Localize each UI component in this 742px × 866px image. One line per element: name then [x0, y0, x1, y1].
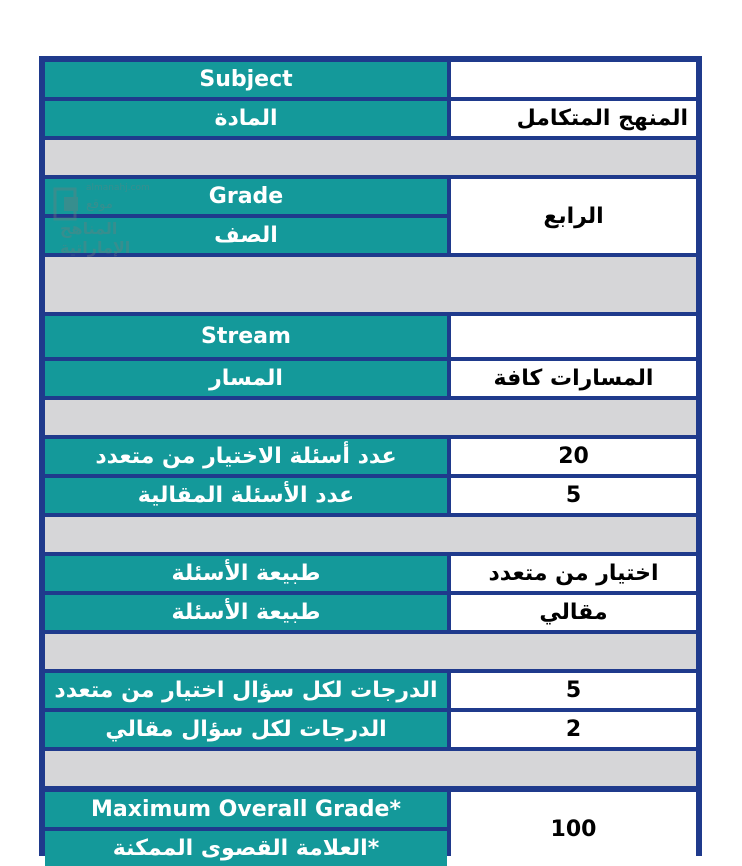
mcq-count-label: عدد أسئلة الاختيار من متعدد — [45, 439, 447, 474]
essay-mark-label: الدرجات لكل سؤال مقالي — [45, 712, 447, 747]
essay-count-value: 5 — [451, 478, 696, 513]
max-grade-label-ar: العلامة القصوى الممكنة* — [45, 831, 447, 866]
grade-label-ar: الصف — [45, 218, 447, 253]
separator-row — [45, 751, 696, 786]
essay-count-label: عدد الأسئلة المقالية — [45, 478, 447, 513]
subject-label-en: Subject — [45, 62, 447, 97]
stream-value-en — [451, 316, 696, 357]
subject-label-ar: المادة — [45, 101, 447, 136]
grade-label-en: Grade — [45, 179, 447, 214]
max-grade-label-en: Maximum Overall Grade* — [45, 792, 447, 827]
question-type-label-2: طبيعة الأسئلة — [45, 595, 447, 630]
subject-value-en — [451, 62, 696, 97]
stream-label-ar: المسار — [45, 361, 447, 396]
stream-label-en: Stream — [45, 316, 447, 357]
mcq-count-value: 20 — [451, 439, 696, 474]
grade-value: الرابع — [451, 179, 696, 253]
separator-row — [45, 634, 696, 669]
mcq-mark-label: الدرجات لكل سؤال اختيار من متعدد — [45, 673, 447, 708]
question-type-label-1: طبيعة الأسئلة — [45, 556, 447, 591]
watermark-logo — [52, 183, 180, 257]
question-type-value-1: اختيار من متعدد — [451, 556, 696, 591]
separator-row — [45, 257, 696, 312]
subject-value: المنهج المتكامل — [451, 101, 696, 136]
mcq-mark-value: 5 — [451, 673, 696, 708]
exam-info-sheet — [39, 56, 702, 861]
essay-mark-value: 2 — [451, 712, 696, 747]
question-type-value-2: مقالي — [451, 595, 696, 630]
separator-row — [45, 517, 696, 552]
max-grade-value: 100 — [451, 792, 696, 866]
watermark-site: almanahj.com — [86, 183, 150, 193]
stream-value: المسارات كافة — [451, 361, 696, 396]
separator-row — [45, 140, 696, 175]
separator-row — [45, 400, 696, 435]
watermark-line2: موقع — [86, 197, 113, 212]
watermark-line3: المناهج الإماراتية — [60, 219, 131, 257]
